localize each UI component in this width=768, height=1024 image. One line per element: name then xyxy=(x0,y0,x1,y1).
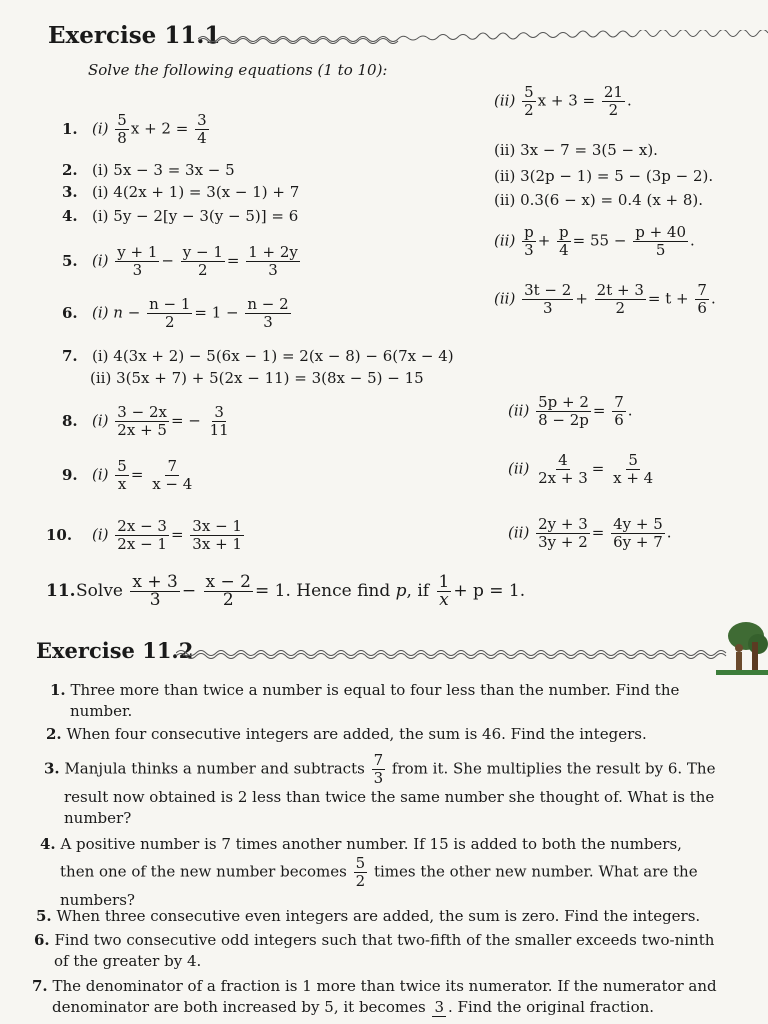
exercise-11-2-title: Exercise 11.2 xyxy=(36,638,194,663)
question-10-ii: (ii) $\frac{2y + 3}{3y + 2}$ = $\frac{4y + 5}{6y + 7}$ . xyxy=(508,515,672,551)
question-1-i: 1. (i) $\frac{5}{8}$ x + 2 = $\frac{3}{4}$ xyxy=(62,111,207,147)
instruction: Solve the following equations (1 to 10): xyxy=(88,61,388,79)
wavy-rule xyxy=(198,30,768,44)
problem-3: 3. Manjula thinks a number and subtracts $\frac{7}{3}$ from it. She multiplies the result by 6. The result now obtained is 2 less than twice the same number she thought of. What is the number? xyxy=(44,751,716,827)
question-3-ii: (ii) 3(2p − 1) = 5 − (3p − 2). xyxy=(494,167,714,185)
question-11: 11.Solve $\frac{x + 3}{3}$ − $\frac{x - 2}{2}$ = 1. Hence find p, if $\frac{1}{x}$ + p = 1. xyxy=(46,572,526,610)
question-6-ii: (ii) $\frac{3t - 2}{3}$ + $\frac{2t + 3}{2}$ = t + $\frac{7}{6}$ . xyxy=(494,281,716,317)
tree-illustration xyxy=(716,618,768,678)
wavy-rule xyxy=(176,646,736,660)
question-5-i: 5. (i) $\frac{y + 1}{3}$ − $\frac{y - 1}{2}$ = $\frac{1 + 2y}{3}$ xyxy=(62,243,298,279)
question-2-i: 2. (i) 5x − 3 = 3x − 5 xyxy=(62,161,235,179)
problem-6: 6. Find two consecutive odd integers such that two-fifth of the smaller exceeds two-ninth of the greater by 4. xyxy=(34,931,715,970)
question-4-i: 4. (i) 5y − 2[y − 3(y − 5)] = 6 xyxy=(62,207,299,225)
problem-4: 4. A positive number is 7 times another number. If 15 is added to both the numbers, then one of the new number becomes $\frac{5}{2}$ times the other new number. What are the numbers? xyxy=(40,835,698,909)
question-8-ii: (ii) $\frac{5p + 2}{8 - 2p}$ = $\frac{7}{6}$ . xyxy=(508,393,633,429)
question-9-ii: (ii) $\frac{4}{2x + 3}$ = $\frac{5}{x + 4}$ xyxy=(508,451,654,487)
question-6-i: 6. (i) n − $\frac{n - 1}{2}$ = 1 − $\frac{n - 2}{3}$ xyxy=(62,295,289,331)
problem-2: 2. When four consecutive integers are added, the sum is 46. Find the integers. xyxy=(46,725,647,743)
question-10-i: 10. (i) $\frac{2x - 3}{2x - 1}$ = $\frac{3x - 1}{3x + 1}$ xyxy=(46,517,242,553)
question-7-i: 7. (i) 4(3x + 2) − 5(6x − 1) = 2(x − 8) − 6(7x − 4) xyxy=(62,347,454,365)
question-8-i: 8. (i) $\frac{3 - 2x}{2x + 5}$ = − $\frac{3}{11}$ xyxy=(62,403,229,439)
exercise-11-1-title: Exercise 11.1 xyxy=(48,22,221,49)
question-4-ii: (ii) 0.3(6 − x) = 0.4 (x + 8). xyxy=(494,191,704,209)
question-7-ii: (ii) 3(5x + 7) + 5(2x − 11) = 3(8x − 5) − 15 xyxy=(90,369,424,387)
fraction: $\frac{21}{2}$ xyxy=(603,83,623,119)
question-5-ii: (ii) $\frac{p}{3}$ + $\frac{p}{4}$ = 55 − $\frac{p + 40}{5}$ . xyxy=(494,223,695,259)
fraction: $\frac{3}{4}$ xyxy=(197,111,207,147)
problem-7: 7. The denominator of a fraction is 1 more than twice its numerator. If the numerator and denominator are both increased by 5, it becomes 3 . Find the original fraction. xyxy=(32,977,717,1016)
question-2-ii: (ii) 3x − 7 = 3(5 − x). xyxy=(494,141,658,159)
fraction: $\frac{5}{8}$ xyxy=(117,111,127,147)
question-3-i: 3. (i) 4(2x + 1) = 3(x − 1) + 7 xyxy=(62,183,300,201)
question-9-i: 9. (i) $\frac{5}{x}$ = $\frac{7}{x - 4}$ xyxy=(62,457,193,493)
fraction: $\frac{5}{2}$ xyxy=(524,83,534,119)
problem-5: 5. When three consecutive even integers are added, the sum is zero. Find the integers. xyxy=(36,907,701,925)
question-1-ii: (ii) $\frac{5}{2}$ x + 3 = $\frac{21}{2}$ . xyxy=(494,83,632,119)
problem-1: 1. Three more than twice a number is equal to four less than the number. Find the number. xyxy=(50,681,680,720)
